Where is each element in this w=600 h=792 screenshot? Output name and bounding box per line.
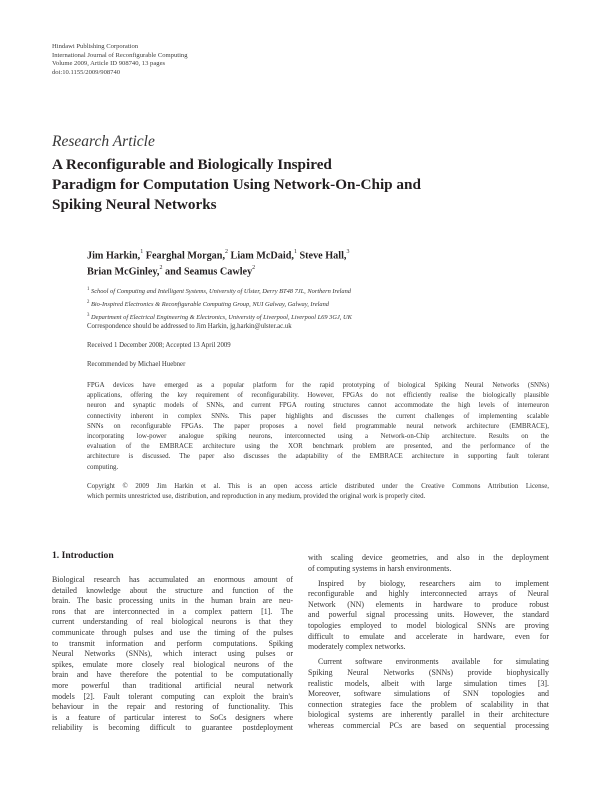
body-line: Moreover, software simulations of SNN topologies and: [308, 689, 549, 699]
author-affil-marker: 2: [159, 264, 163, 271]
author-name: Brian McGinley,: [87, 266, 160, 278]
author-name: Fearghal Morgan,: [143, 250, 225, 262]
author-affil-marker: 2: [225, 249, 228, 255]
abstract-line: applications, offering the key requirement of reconfigurability. However, FPGAs do not efficiently realise the biologically plausible: [87, 392, 549, 400]
abstract-line: incorporating low-power analogue spiking neurons, interconnected using a Network-on-Chip architecture. Results on the: [87, 432, 549, 440]
journal-header: [52, 43, 188, 77]
body-line: rons that are interconnected in a complex pattern [1]. The: [52, 606, 293, 616]
abstract-line: neuron and synaptic models of SNNs, and current FPGA routing structures cannot accommodate the high levels of interneuron: [87, 402, 549, 410]
author-list: [87, 247, 527, 279]
body-line: Network (NN) elements in hardware to produce robust: [308, 599, 549, 609]
body-line: Spiking Neural Networks (SNNs) provide biophysically: [308, 667, 549, 677]
journal-name: International Journal of Reconfigurable Computing: [52, 51, 188, 59]
body-line: whereas commercial PCs are based on sequential processing: [308, 720, 549, 730]
body-line: current understanding of real biological neurons is that they: [52, 617, 293, 627]
body-line: more powerful than traditional artificial neural network: [52, 680, 293, 690]
affiliation: [87, 310, 352, 323]
doi: doi:10.1155/2009/908740: [52, 68, 121, 76]
copyright-line: Copyright © 2009 Jim Harkin et al. This is an open access article distributed under the Creative Commons Attribution License,: [87, 483, 549, 490]
body-line: detailed knowledge about the structure and function of the: [52, 585, 293, 595]
body-column-right: [308, 553, 549, 732]
author-affil-marker: 2: [252, 264, 256, 271]
affil-marker: 1: [87, 287, 90, 292]
section-heading-introduction: 1. Introduction: [52, 550, 114, 561]
body-line: connection strategies face the problem of scalability in that: [308, 699, 549, 709]
abstract-line: computing.: [87, 463, 119, 471]
author-line: [87, 247, 527, 263]
copyright-line: which permits unrestricted use, distribution, and reproduction in any medium, provided the original work is properly cited.: [87, 493, 426, 501]
body-line: realistic models, albeit with large simulation times [3].: [308, 678, 549, 688]
body-line: models [2]. Fault tolerant computing can exploit the brain's: [52, 691, 293, 701]
title-line: Paradigm for Computation Using Network-On-Chip and: [52, 176, 421, 193]
copyright-notice: [87, 482, 549, 502]
correspondence: Correspondence should be addressed to Jim Harkin, jg.harkin@ulster.ac.uk: [87, 323, 292, 330]
volume-info: Volume 2009, Article ID 908740, 13 pages: [52, 60, 166, 68]
abstract-line: evaluation of the EMBRACE architecture using the XOR benchmark problem are presented, and the performance of the: [87, 443, 549, 451]
author-line: [87, 263, 527, 279]
body-line: topologies employed to model biological SNNs are proving: [308, 621, 549, 631]
body-line: behaviour in the repair and restoring of functionality. This: [52, 702, 293, 712]
author-name: Liam McDaid,: [228, 250, 294, 262]
author-name: Jim Harkin,: [87, 250, 141, 262]
body-line: is a feature of particular interest to SoCs designers where: [52, 712, 293, 722]
article-type: Research Article: [52, 133, 155, 150]
author-affil-marker: 1: [140, 249, 144, 255]
affil-text: School of Computing and Intelligent Systems, University of Ulster, Derry BT48 7JL, Northern Ireland: [89, 288, 351, 296]
title-line: Spiking Neural Networks: [52, 196, 217, 213]
author-affil-marker: 1: [293, 249, 297, 255]
body-line: Neural Networks (SNNs), which interact using pulses or: [52, 649, 293, 659]
body-line: reconfigurable and highly interconnected arrays of Neural: [308, 589, 549, 599]
body-column-left: [52, 575, 293, 734]
body-line: reliability is becoming difficult to guarantee postdeployment: [52, 723, 293, 733]
affil-text: Bio-Inspired Electronics & Reconfigurable Computing Group, NUI Galway, Galway, Ireland: [89, 301, 329, 309]
received-accepted-dates: Received 1 December 2008; Accepted 13 April 2009: [87, 342, 231, 349]
abstract-line: architecture is discussed. The paper also discusses the adaptability of the EMBRACE architecture in supporting fault tolerant: [87, 453, 549, 461]
body-line: difficult to emulate and accelerate in hardware, even for: [308, 631, 549, 641]
recommended-by: Recommended by Michael Huebner: [87, 361, 186, 368]
affiliations: [87, 284, 352, 323]
body-line: brain. The basic processing units in the human brain are neu-: [52, 596, 293, 606]
abstract-line: connectivity inherent in complex SNNs. This paper highlights and discusses the current challenges of implementing scalable: [87, 412, 549, 420]
author-name: Steve Hall,: [296, 250, 347, 262]
body-line: and powerful signal processing units. However, the standard: [308, 610, 549, 620]
body-line: with scaling device geometries, and also in the deployment: [308, 553, 549, 562]
body-line: of computing systems in harsh environments.: [308, 563, 452, 573]
body-line: Inspired by biology, researchers aim to implement: [318, 578, 549, 588]
affil-marker: 3: [87, 313, 90, 319]
author-affil-marker: 3: [346, 249, 350, 255]
body-line: brain and have therefore the potential to be computationally: [52, 670, 293, 680]
author-name: and Seamus Cawley: [162, 266, 253, 278]
affiliation: [87, 284, 352, 297]
affil-text: Department of Electrical Engineering & Electronics, University of Liverpool, Liverpool L69 3GJ, UK: [89, 314, 352, 322]
abstract: [87, 381, 549, 473]
affil-marker: 2: [87, 300, 90, 306]
body-line: to transmit information and perform computations. Spiking: [52, 638, 293, 648]
body-line: Biological research has accumulated an enormous amount of: [52, 575, 293, 584]
affiliation: [87, 297, 352, 310]
body-line: moderately complex networks.: [308, 642, 406, 652]
publisher-name: Hindawi Publishing Corporation: [52, 43, 139, 50]
body-line: biological systems are inherently parallel in their architecture: [308, 710, 549, 720]
abstract-line: SNNs on reconfigurable FPGAs. The paper proposes a novel field programmable neural network architecture (EMBRACE),: [87, 422, 549, 430]
body-line: spikes, emulate more closely real biological neurons of the: [52, 659, 293, 669]
abstract-line: FPGA devices have emerged as a popular platform for the rapid prototyping of biological Spiking Neural Networks (SNNs): [87, 382, 549, 389]
body-line: Current software environments available for simulating: [318, 657, 549, 667]
article-title: [52, 155, 522, 215]
title-line: A Reconfigurable and Biologically Inspired: [52, 156, 332, 173]
body-line: communicate through pulses and use the timing of the pulses: [52, 627, 293, 637]
